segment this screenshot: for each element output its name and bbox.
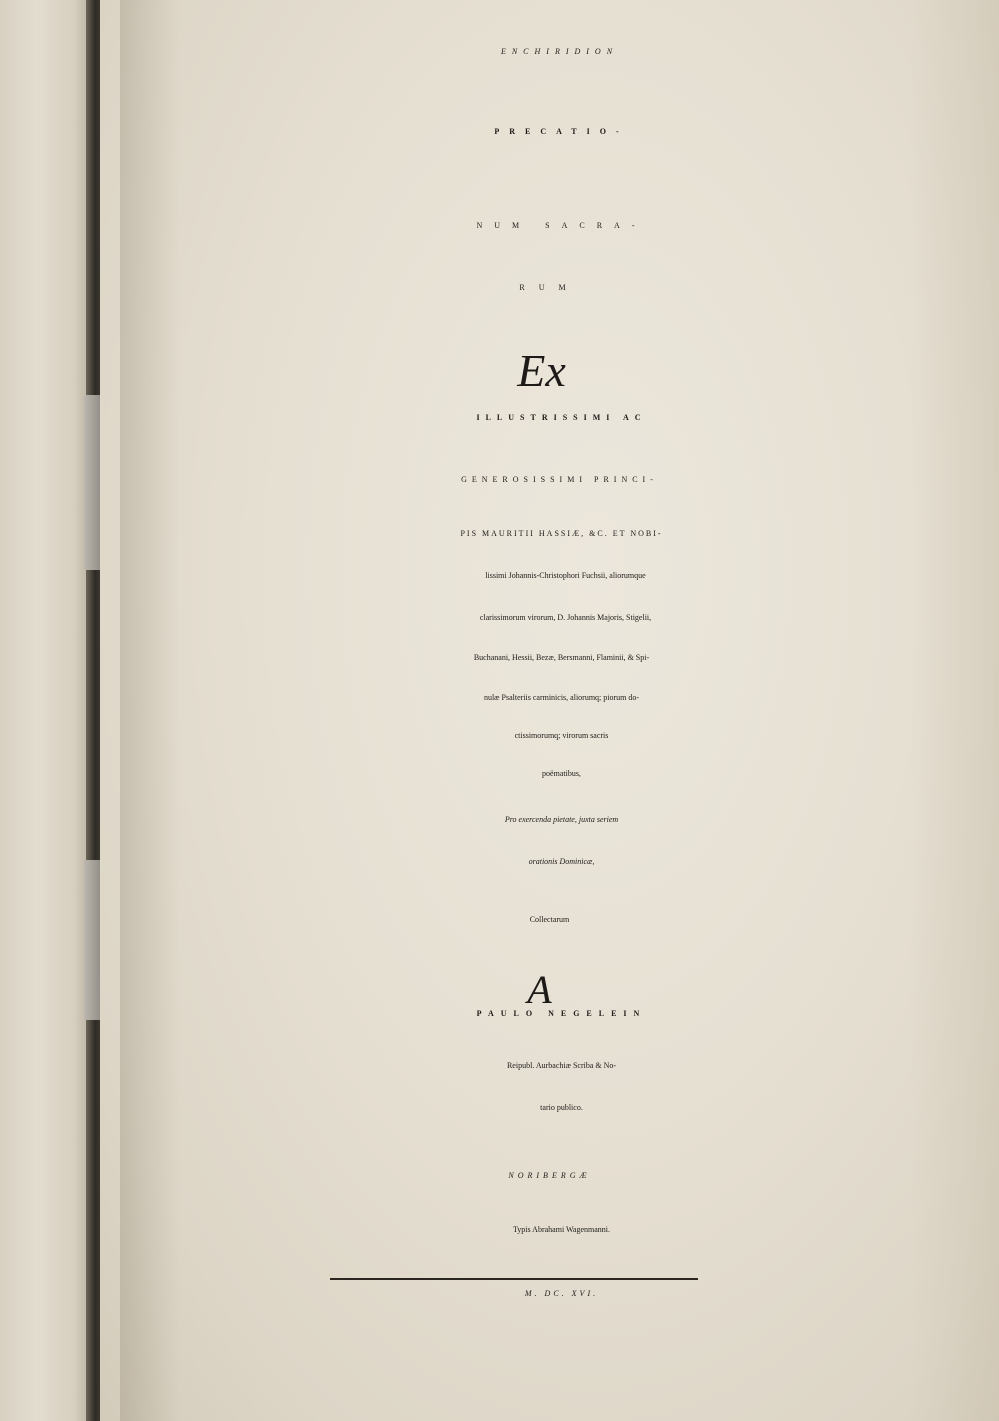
divider-rule <box>330 1278 698 1280</box>
title-line-illustrissimi: ILLUSTRISSIMI AC <box>476 413 647 422</box>
body-line: clarissimorum virorum, D. Johannis Majoris, Stigelii, <box>479 613 652 622</box>
title-line-mauritii: PIS MAURITII HASSIÆ, &C. ET NOBI- <box>460 529 663 538</box>
verso-page-edge <box>0 0 92 1421</box>
page-shadow <box>120 0 180 1421</box>
body-line: Buchanani, Hessii, Bezæ, Bersmanni, Flaminii, & Spi- <box>473 653 650 662</box>
italic-line: Pro exercenda pietate, juxta seriem <box>504 815 619 824</box>
collectarum-line: Collectarum <box>529 915 570 924</box>
author-name: PAULO NEGELEIN <box>476 1009 647 1018</box>
title-line-enchiridion: ENCHIRIDION <box>500 47 619 56</box>
body-line: lissimi Johannis-Christophori Fuchsii, aliorumque <box>485 571 646 580</box>
title-line-rum: RUM <box>519 283 580 292</box>
title-line-precatio: PRECATIO- <box>494 127 629 136</box>
imprint-place: NORIBERGÆ <box>508 1171 591 1180</box>
imprint-printer: Typis Abrahami Wagenmanni. <box>512 1225 611 1234</box>
author-title-line: tario publico. <box>540 1103 583 1112</box>
title-line-ex: Ex <box>517 345 566 396</box>
body-line: ctissimorumq; virorum sacris <box>514 731 609 740</box>
body-line: nulæ Psalteriis carminicis, aliorumq; piorum do- <box>483 693 640 702</box>
body-line: poëmatibus, <box>542 769 581 778</box>
a-line: A <box>527 967 552 1012</box>
title-line-num-sacra: NUM SACRA- <box>476 221 647 230</box>
italic-line: orationis Dominicæ, <box>528 857 595 866</box>
title-line-generosissimi: GENEROSISSIMI PRINCI- <box>461 475 658 484</box>
imprint-date: M. DC. XVI. <box>524 1289 599 1298</box>
title-page <box>100 0 999 1421</box>
page-shadow <box>909 0 999 1421</box>
author-title-line: Reipubl. Aurbachiæ Scriba & No- <box>506 1061 617 1070</box>
